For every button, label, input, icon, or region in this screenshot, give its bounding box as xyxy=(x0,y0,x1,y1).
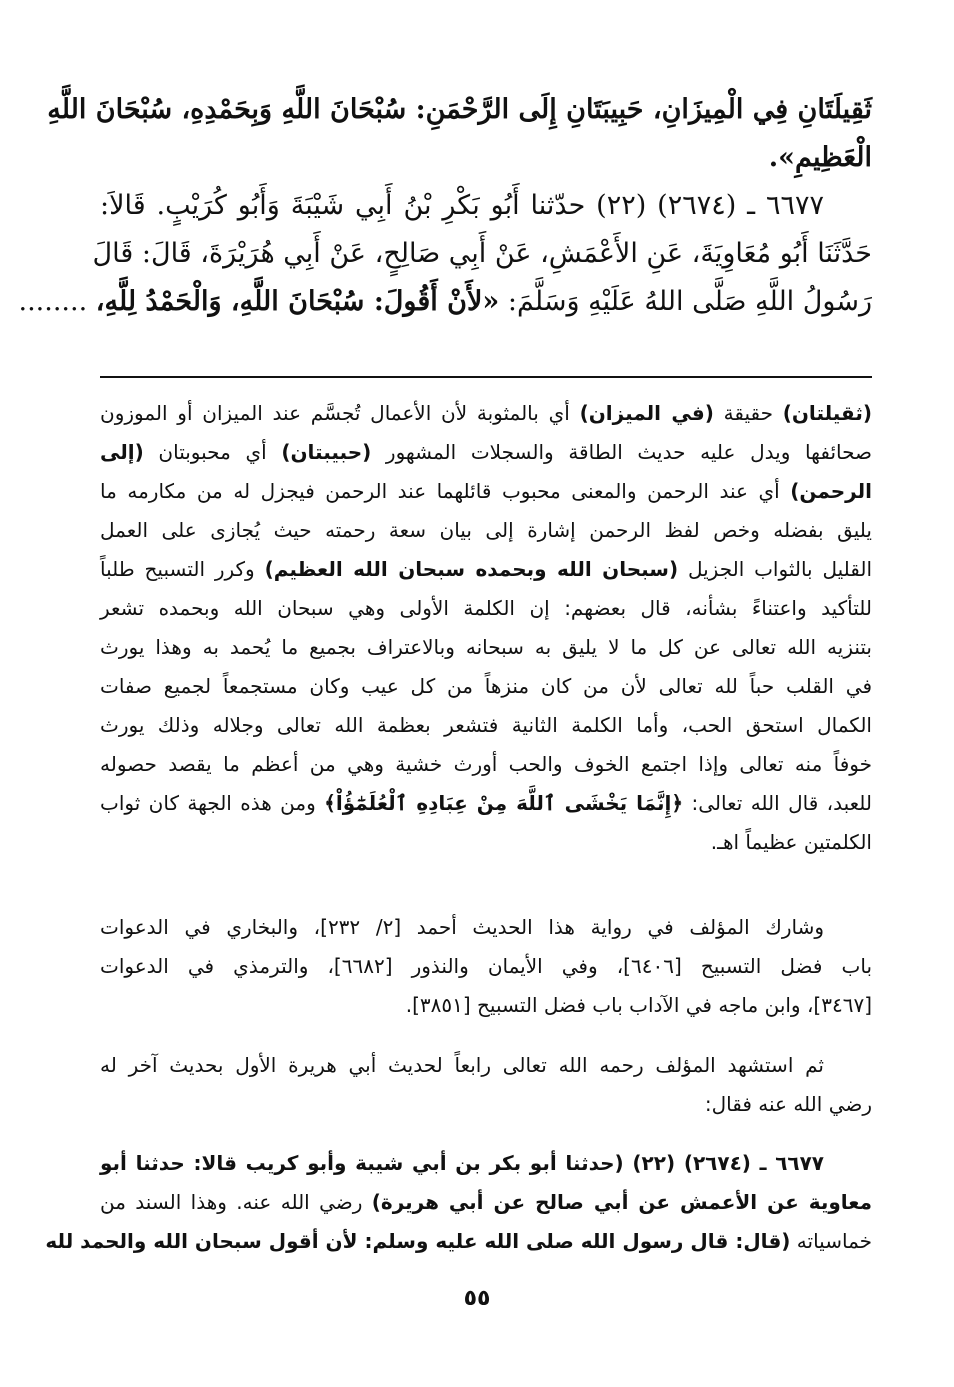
commentary-text: القليل بالثواب الجزيل xyxy=(678,557,873,581)
commentary-line xyxy=(100,784,872,823)
commentary-line: الكمال استحق الحب، وأما الكلمة الثانية فتشعر بعظمة الله تعالى وجلاله وذلك يورث xyxy=(100,713,872,737)
commentary-line: وشارك المؤلف في رواية هذا الحديث أحمد [٢/ ٢٣٢]، والبخاري في الدعوات xyxy=(100,915,824,939)
hadith-line-5 xyxy=(18,278,872,326)
commentary-line xyxy=(100,550,872,589)
commentary-text: رضي الله عنه. وهذا السند من xyxy=(100,1190,372,1214)
commentary-text: أي عند الرحمن والمعنى محبوب قائلهما عند الرحمن فيجزل له من مكارمه ما xyxy=(100,479,791,503)
commentary-line: خوفاً منه تعالى وإذا اجتمع الخوف والحب أورث خشية وهي من أعظم ما يقصد حصوله xyxy=(100,752,872,776)
commentary-line: للتأكيد واعتناءً بشأنه، قال بعضهم: إن الكلمة الأولى وهي سبحان الله وبحمده تشعر xyxy=(100,596,872,620)
commentary-text: للعبد، قال الله تعالى: xyxy=(683,791,873,815)
quran-verse: ﴿إِنَّمَا يَخْشَى ٱللَّهَ مِنْ عِبَادِهِ ٱلْعُلَمَٰٓؤُاْ﴾ xyxy=(324,791,684,815)
hadith-line-4: حَدَّثَنَا أَبُو مُعَاوِيَةَ، عَنِ الأَعْمَشِ، عَنْ أَبِي صَالِحٍ، عَنْ أَبِي هُرَيْرَةَ، قَالَ: قَالَ xyxy=(92,238,872,269)
page-number: ٥٥ xyxy=(463,1286,491,1311)
hadith-text xyxy=(18,86,872,326)
commentary-line: باب فضل التسبيح [٦٤٠٦]، وفي الأيمان والنذور [٦٦٨٢]، والترمذي في الدعوات xyxy=(100,954,873,978)
commentary-text: ومن هذه الجهة كان ثواب xyxy=(100,791,325,815)
commentary-line xyxy=(100,433,872,472)
term-bold: (في الميزان) xyxy=(579,401,714,425)
commentary-line: رضي الله عنه فقال: xyxy=(704,1092,872,1116)
commentary-text: وكرر التسبيح طلباً xyxy=(100,557,265,581)
commentary-block xyxy=(100,394,872,862)
commentary-references xyxy=(100,908,872,1025)
footnote-separator xyxy=(100,376,872,378)
commentary-text: حقيقة xyxy=(713,401,783,425)
commentary-text: أي بالمثوبة لأن الأعمال تُجسَّم عند الميزان أو الموزون xyxy=(100,401,580,425)
term-bold: معاوية عن الأعمش عن أبي صالح عن أبي هريرة) xyxy=(371,1190,872,1214)
term-bold: (حبيبتان) xyxy=(281,440,372,464)
commentary-text: صحائفها ويدل عليه حديث الطاقة والسجلات المشهور xyxy=(371,440,872,464)
commentary-line: بتنزيه الله تعالى عن كل ما لا يليق به سبحانه وبالاعتراف بجميع ما يُحمد به وهذا يورث xyxy=(100,635,872,659)
commentary-text: خماسياته xyxy=(790,1229,872,1253)
hadith-line-5-dots: ........ xyxy=(18,286,88,317)
commentary-line xyxy=(100,394,872,433)
commentary-text: أي محبوبتان xyxy=(143,440,282,464)
commentary-line: الكلمتين عظيماً اهـ. xyxy=(710,830,872,854)
commentary-line: يليق بفضله وخص لفظ الرحمن إشارة إلى بيان سعة رحمته حيث يُجازى على العمل xyxy=(100,518,872,542)
hadith-line-5-plain: رَسُولُ اللَّهِ صَلَّى اللهُ عَلَيْهِ وَسَلَّمَ: xyxy=(507,286,872,317)
term-bold: (ثقيلتان) xyxy=(782,401,872,425)
term-bold: (سبحان الله وبحمده سبحان الله العظيم) xyxy=(264,557,679,581)
term-bold: (قال: قال رسول الله صلى الله عليه وسلم: لأن أقول سبحان الله والحمد لله xyxy=(45,1229,791,1253)
hadith-line-1: ثَقِيلَتَانِ فِي الْمِيزَانِ، حَبِيبَتَانِ إِلَى الرَّحْمَنِ: سُبْحَانَ اللَّهِ وَبِحَمْدِهِ، سُبْحَانَ اللَّهِ xyxy=(47,94,872,125)
commentary-transition xyxy=(100,1046,872,1124)
hadith-line-3: ٦٦٧٧ ـ (٢٦٧٤) (٢٢) حدّثنا أَبُو بَكْرِ بْنُ أَبِي شَيْبَةَ وَأَبُو كُرَيْبٍ. قَالاَ: xyxy=(100,190,825,221)
commentary-line: ٦٦٧٧ ـ (٢٦٧٤) (٢٢) (حدثنا أبو بكر بن أبي شيبة وأبو كريب قالا: حدثنا أبو xyxy=(100,1151,825,1175)
hadith-line-2: الْعَظِيمِ». xyxy=(768,142,872,173)
commentary-line xyxy=(100,1183,872,1222)
term-bold: الرحمن) xyxy=(790,479,872,503)
term-bold: (إلى xyxy=(100,440,144,464)
commentary-line: ثم استشهد المؤلف رحمه الله تعالى رابعاً لحديث أبي هريرة الأول بحديث آخر له xyxy=(100,1053,824,1077)
commentary-isnad xyxy=(45,1144,872,1261)
commentary-line: [٣٤٦٧]، وابن ماجه في الآداب باب فضل التسبيح [٣٨٥١]. xyxy=(405,993,872,1017)
commentary-line xyxy=(100,472,872,511)
commentary-line: في القلب حباً لله تعالى لأن من كان منزهاً من كل عيب وكان مستجمعاً لجميع صفات xyxy=(100,674,872,698)
commentary-line xyxy=(45,1222,872,1261)
hadith-line-5-bold: «لأَنْ أَقُولَ: سُبْحَانَ اللَّهِ، وَالْحَمْدُ لِلَّهِ، xyxy=(95,286,500,317)
